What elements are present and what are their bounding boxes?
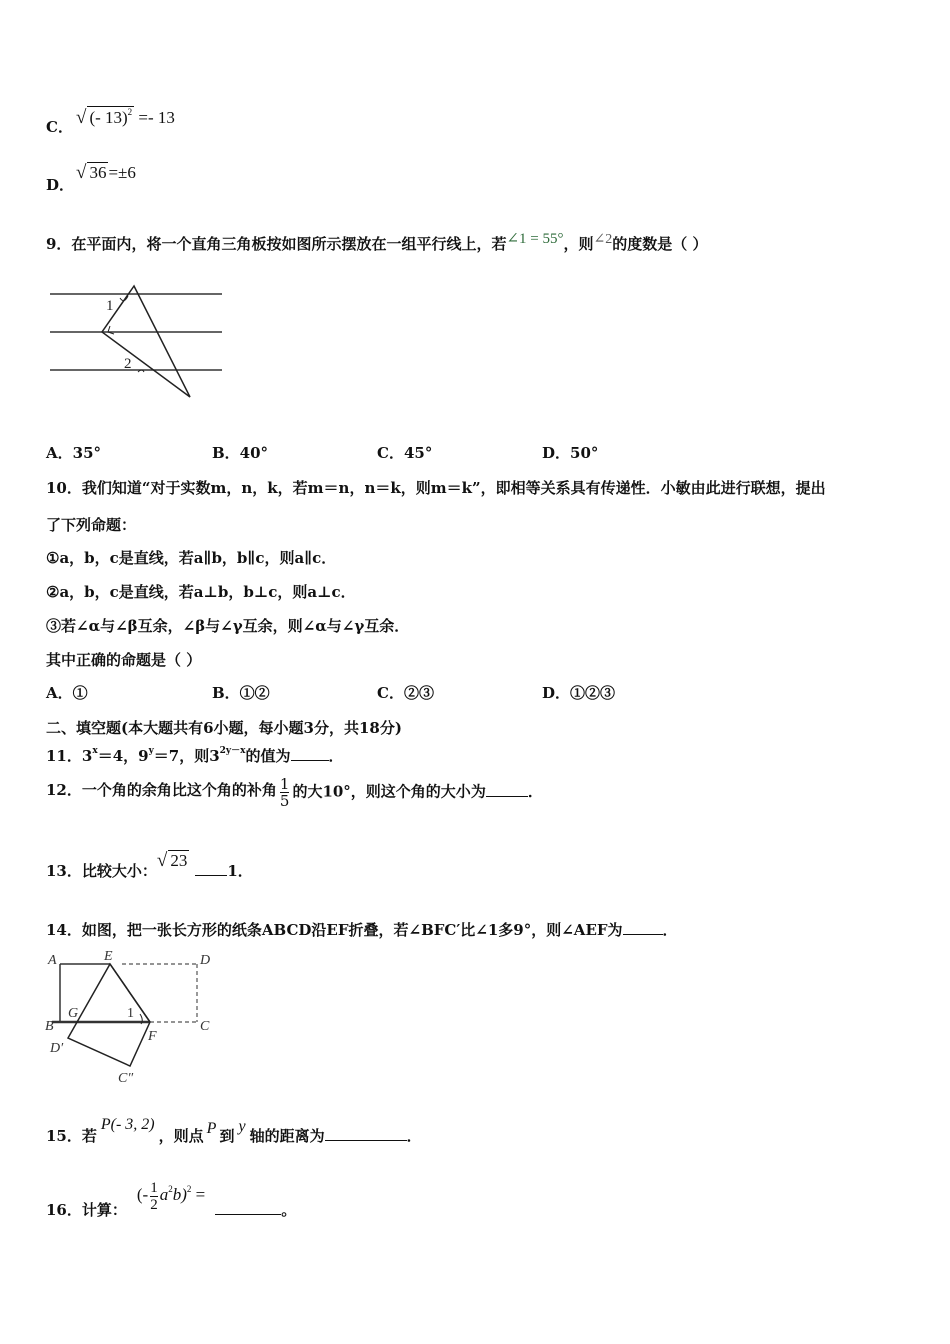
- q14-label-e: E: [104, 949, 113, 964]
- q10-question: 其中正确的命题是（ ）: [46, 651, 202, 669]
- q14-label-c-double-prime: C″: [118, 1071, 134, 1086]
- q14-label-c: C: [200, 1019, 210, 1034]
- q9-stem: 9．在平面内，将一个直角三角板按如图所示摆放在一组平行线上，若∠1 = 55°，则∠2的度数是（ ）: [46, 231, 708, 253]
- q12: 12．一个角的余角比这个角的补角 $\frac{1}{5}$ 的大10°，则这个角的大小为 ．: [46, 775, 543, 810]
- q9-option-b: B．40°: [212, 444, 269, 462]
- q13-answer-blank[interactable]: [195, 875, 227, 876]
- q14-label-1: 1: [127, 1006, 134, 1021]
- q8-option-d: D．: [46, 176, 75, 194]
- q16-expression: (- $\frac{1}{2}$ $a^2b)^2$ =: [136, 1180, 206, 1213]
- q14-figure: [42, 948, 222, 1088]
- q12-fraction: $\frac{1}{5}$: [279, 775, 290, 810]
- q11-answer-blank[interactable]: [291, 760, 329, 761]
- q9-figure: [44, 282, 229, 404]
- q10-option-a: A．①: [46, 684, 88, 702]
- q11: 11．$3^x=4$，$9^y=7$，则$3^{2y-x}$的值为 ．: [46, 746, 344, 765]
- q10-option-d: D．①②③: [542, 684, 616, 702]
- q8-option-d-formula: √ 36 =±6: [76, 162, 136, 183]
- q8-option-c-formula: √ (- 13)$^2$ =- 13: [76, 107, 175, 128]
- q10-proposition-3: ③若∠α与∠β互余，∠β与∠γ互余，则∠α与∠γ互余．: [46, 617, 410, 635]
- q10-proposition-1: ①a，b，c是直线，若a∥b，b∥c，则a∥c．: [46, 549, 337, 567]
- q14-label-d: D: [200, 953, 211, 968]
- q14-label-g: G: [68, 1006, 79, 1021]
- q8-option-c: C．: [46, 118, 73, 136]
- q9-option-a: A．35°: [46, 444, 102, 462]
- q10-stem-line2: 了下列命题：: [46, 516, 137, 534]
- q15: 15．若P(- 3, 2)，则点 P 到y轴的距离为 ．: [46, 1116, 422, 1145]
- q14-label-b: B: [45, 1019, 54, 1034]
- q12-answer-blank[interactable]: [486, 796, 528, 797]
- q10-stem-line1: 10．我们知道“对于实数m，n，k，若m＝n，n＝k，则m＝k”，即相等关系具有传递性．小敏由此进行联想，提出: [46, 479, 826, 497]
- q14-label-f: F: [148, 1029, 157, 1044]
- q10-option-c: C．②③: [377, 684, 434, 702]
- q16: 16．计算：(- $\frac{1}{2}$ $a^2b)^2$ =。: [46, 1180, 297, 1220]
- q9-fig-label-2: 2: [124, 356, 132, 372]
- q14-label-d-prime: D′: [50, 1041, 64, 1056]
- q9-fig-label-1: 1: [106, 298, 114, 314]
- section-2-heading: 二、填空题(本大题共有6小题，每小题3分，共18分): [46, 719, 402, 737]
- q13: 13．比较大小：√ 231．: [46, 850, 253, 880]
- q10-proposition-2: ②a，b，c是直线，若a⊥b，b⊥c，则a⊥c．: [46, 583, 356, 601]
- q16-answer-blank[interactable]: [215, 1214, 281, 1215]
- q14-stem: 14．如图，把一张长方形的纸条ABCD沿EF折叠，若∠BFC′比∠1多9°，则∠AEF为 ．: [46, 921, 678, 939]
- q14-answer-blank[interactable]: [623, 934, 663, 935]
- q9-option-d: D．50°: [542, 444, 599, 462]
- q14-label-a: A: [48, 953, 57, 968]
- q9-option-c: C．45°: [377, 444, 433, 462]
- q10-option-b: B．①②: [212, 684, 270, 702]
- q15-answer-blank[interactable]: [325, 1140, 407, 1141]
